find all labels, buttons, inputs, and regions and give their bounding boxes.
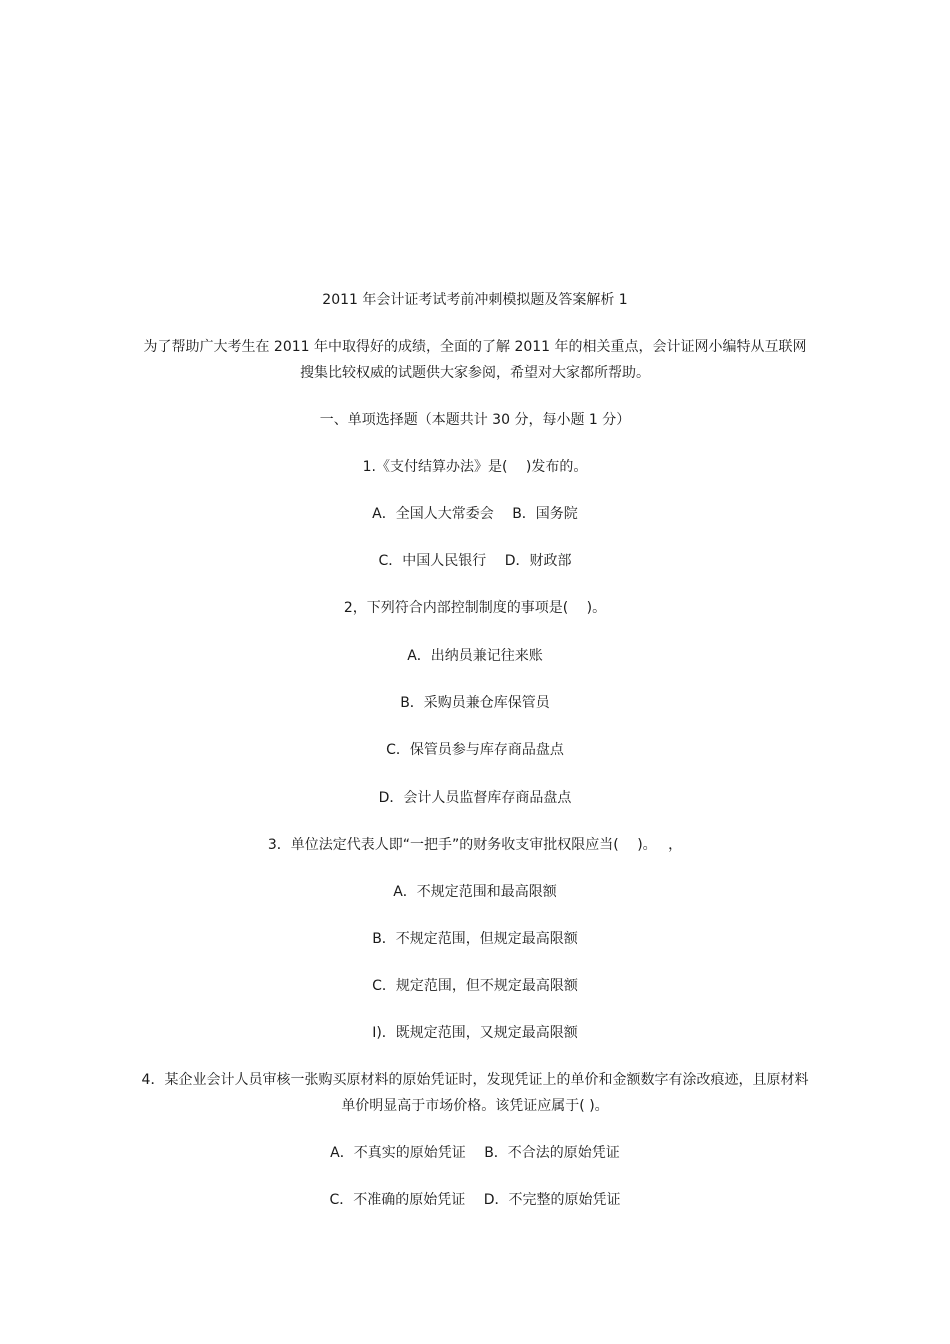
question-4-options-cd: C．不准确的原始凭证 D．不完整的原始凭证 [329,1192,621,1208]
question-2-stem: 2，下列符合内部控制制度的事项是( )。 [343,600,607,616]
question-2-option-a: A．出纳员兼记往来账 [407,648,543,664]
question-2-option-d: D．会计人员监督库存商品盘点 [378,790,572,806]
question-2-option-b: B．采购员兼仓库保管员 [400,695,550,711]
intro-paragraph: 为了帮助广大考生在 2011 年中取得好的成绩，全面的了解 2011 年的相关重点，会计证网小编特从互联网搜集比较权威的试题供大家参阅，希望对大家都所帮助。 [143,339,807,381]
question-3-option-c: C．规定范围，但不规定最高限额 [372,978,578,994]
question-2-option-c: C．保管员参与库存商品盘点 [386,742,564,758]
document-title: 2011 年会计证考试考前冲刺模拟题及答案解析 1 [322,292,628,308]
question-4-options-ab: A．不真实的原始凭证 B．不合法的原始凭证 [330,1145,620,1161]
question-3-option-a: A．不规定范围和最高限额 [393,884,557,900]
section-heading: 一、单项选择题（本题共计 30 分，每小题 1 分） [319,412,631,428]
question-1-options-cd: C．中国人民银行 D．财政部 [378,553,572,569]
question-3-stem: 3．单位法定代表人即“一把手”的财务收支审批权限应当( )。 ， [267,837,683,853]
question-4-stem: 4．某企业会计人员审核一张购买原材料的原始凭证时，发现凭证上的单价和金额数字有涂改痕迹，且原材料单价明显高于市场价格。该凭证应属于( )。 [141,1072,809,1114]
question-1-stem: 1.《支付结算办法》是( )发布的。 [362,459,588,475]
question-1-options-ab: A．全国人大常委会 B．国务院 [372,506,578,522]
question-3-option-d: I)．既规定范围，又规定最高限额 [372,1025,578,1041]
question-3-option-b: B．不规定范围，但规定最高限额 [372,931,578,947]
